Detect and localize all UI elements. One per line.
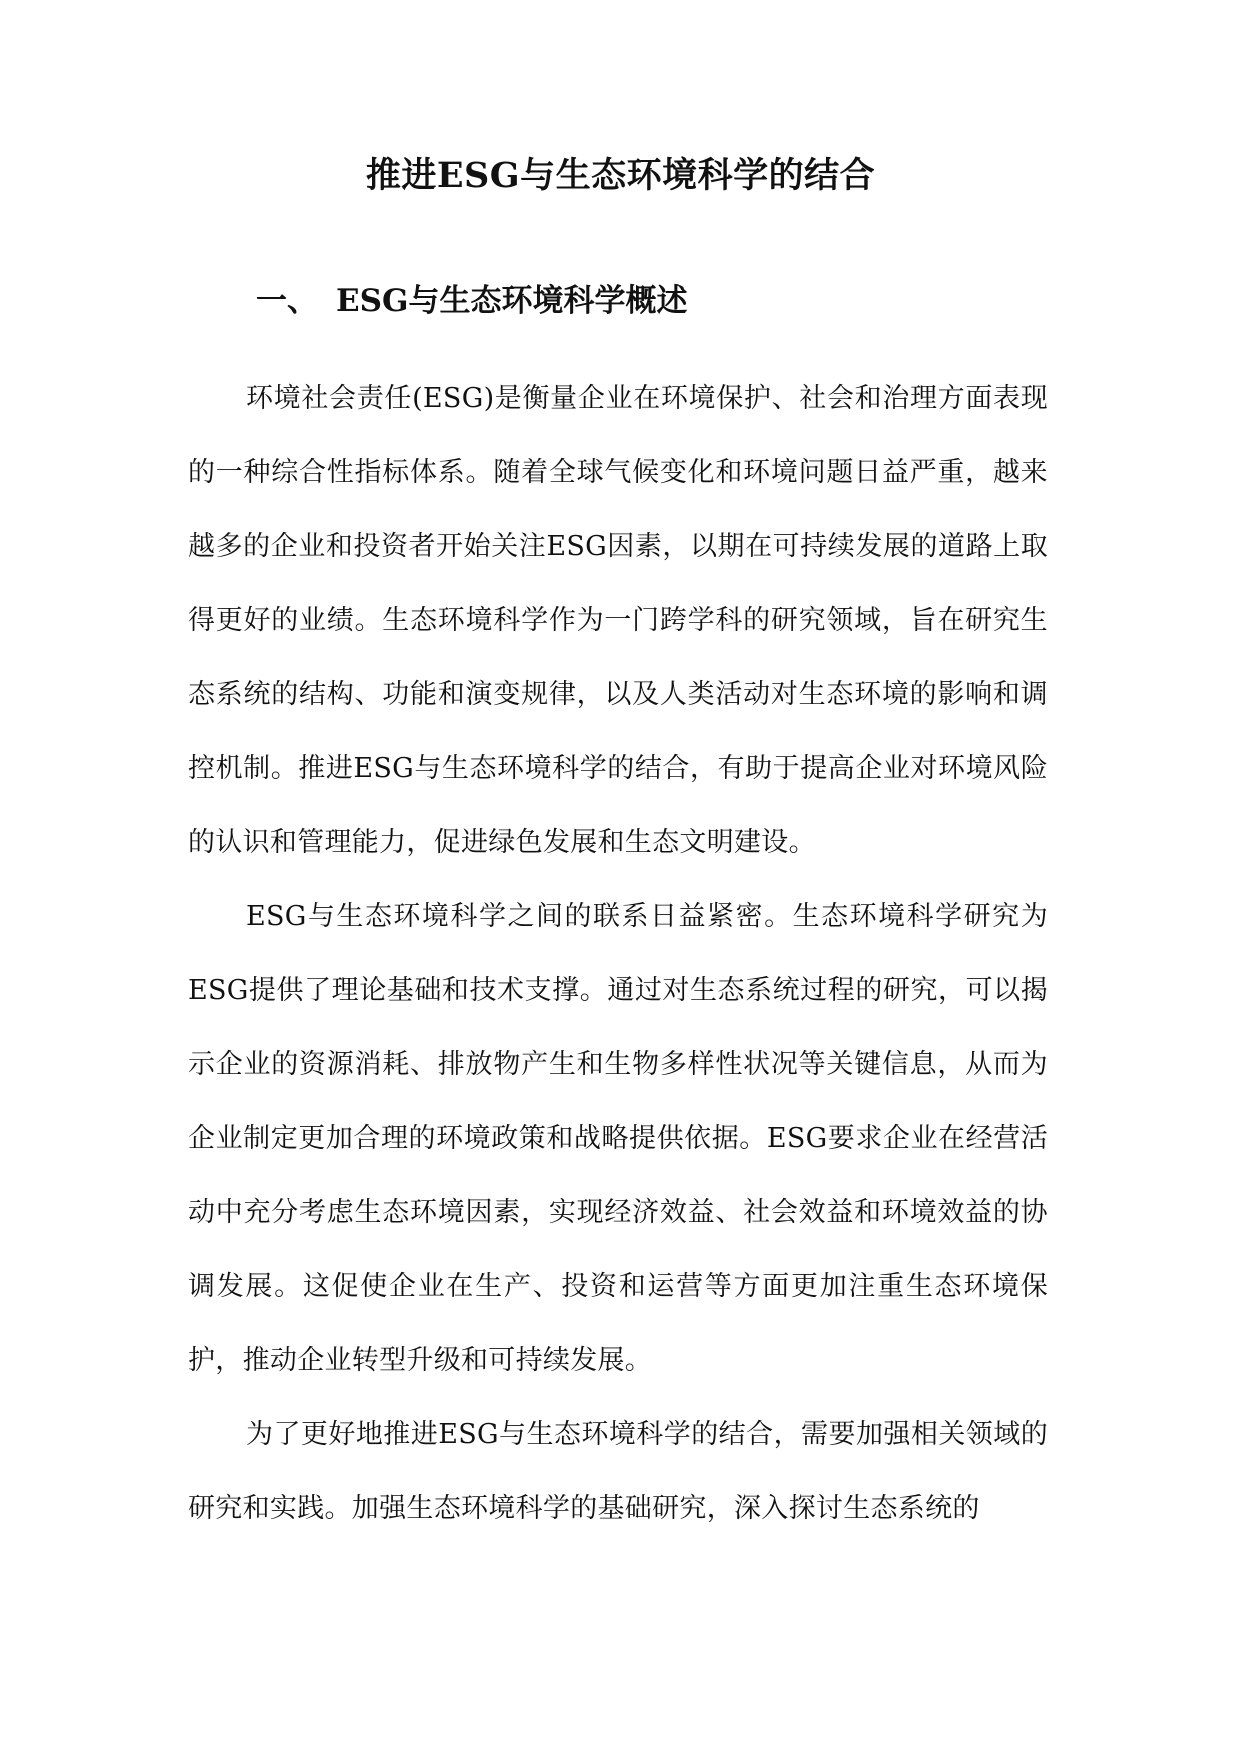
section-number: 一、 (256, 283, 318, 319)
section-heading-text: ESG与生态环境科学概述 (336, 283, 688, 319)
document-title: 推进ESG与生态环境科学的结合 (365, 155, 876, 196)
document-body (188, 362, 1048, 1546)
paragraph: 环境社会责任(ESG)是衡量企业在环境保护、社会和治理方面表现的一种综合性指标体系。随着全球气候变化和环境问题日益严重，越来越多的企业和投资者开始关注ESG因素，以期在可持续发展的道路上取得更好的业绩。生态环境科学作为一门跨学科的研究领域，旨在研究生态系统的结构、功能和演变规律，以及人类活动对生态环境的影响和调控机制。推进ESG与生态环境科学的结合，有助于提高企业对环境风险的认识和管理能力，促进绿色发展和生态文明建设。 (188, 383, 1048, 858)
paragraph: ESG与生态环境科学之间的联系日益紧密。生态环境科学研究为ESG提供了理论基础和技术支撑。通过对生态系统过程的研究，可以揭示企业的资源消耗、排放物产生和生物多样性状况等关键信息，从而为企业制定更加合理的环境政策和战略提供依据。ESG要求企业在经营活动中充分考虑生态环境因素，实现经济效益、社会效益和环境效益的协调发展。这促使企业在生产、投资和运营等方面更加注重生态环境保护，推动企业转型升级和可持续发展。 (188, 901, 1048, 1376)
paragraph: 为了更好地推进ESG与生态环境科学的结合，需要加强相关领域的研究和实践。加强生态环境科学的基础研究，深入探讨生态系统的 (188, 1419, 1048, 1524)
section-heading (256, 278, 688, 324)
